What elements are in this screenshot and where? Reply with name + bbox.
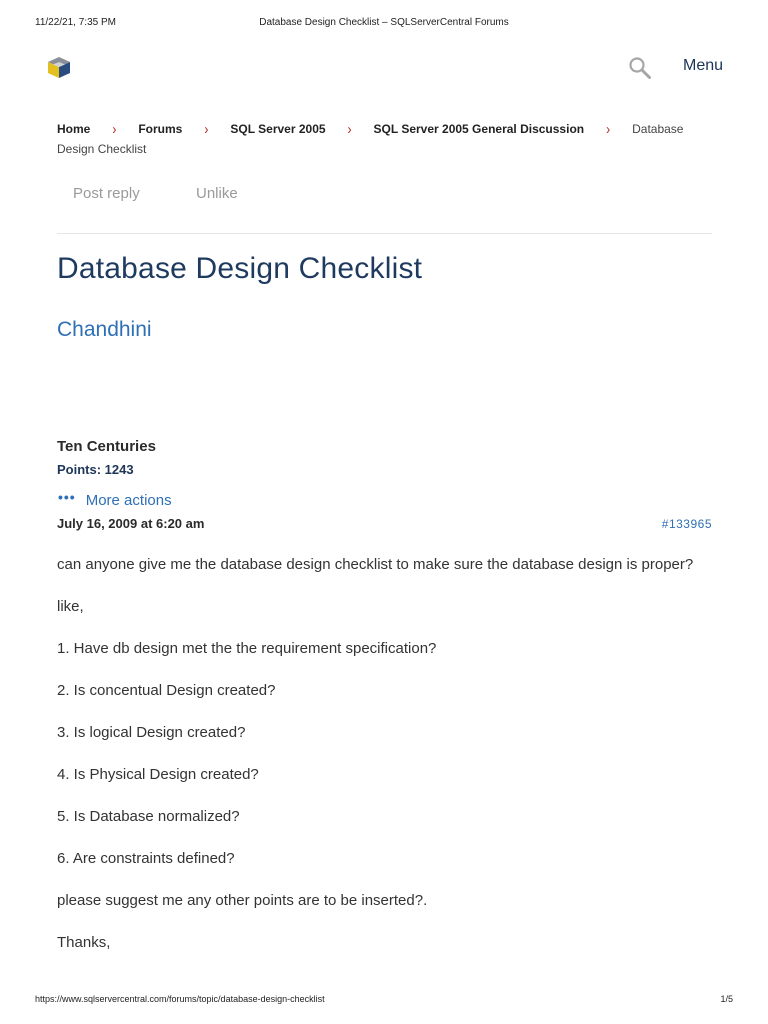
post-body bbox=[57, 555, 727, 975]
page-title: Database Design Checklist bbox=[57, 252, 423, 285]
print-datetime: 11/22/21, 7:35 PM bbox=[35, 17, 116, 28]
post-paragraph: 1. Have db design met the the requirement specification? bbox=[57, 640, 437, 657]
post-reply-button[interactable]: Post reply bbox=[73, 185, 140, 202]
divider bbox=[57, 233, 712, 234]
post-paragraph: like, bbox=[57, 598, 84, 615]
author-rank: Ten Centuries bbox=[57, 438, 156, 455]
post-permalink[interactable]: #133965 bbox=[661, 517, 712, 531]
print-footer bbox=[35, 994, 733, 1008]
post-paragraph: 3. Is logical Design created? bbox=[57, 724, 246, 741]
chevron-right-icon: › bbox=[112, 120, 117, 138]
more-actions-label: More actions bbox=[85, 492, 172, 509]
chevron-right-icon: › bbox=[204, 120, 209, 138]
print-document-title: Database Design Checklist – SQLServerCentral Forums bbox=[259, 17, 509, 28]
post-paragraph: 5. Is Database normalized? bbox=[57, 808, 240, 825]
post-timestamp: July 16, 2009 at 6:20 am bbox=[57, 516, 205, 531]
print-url: https://www.sqlservercentral.com/forums/topic/database-design-checklist bbox=[35, 994, 325, 1004]
more-dots-icon: ••• bbox=[58, 489, 76, 505]
post-paragraph: please suggest me any other points are to be inserted?. bbox=[57, 892, 428, 909]
post-paragraph: 6. Are constraints defined? bbox=[57, 850, 235, 867]
more-actions-button[interactable] bbox=[58, 489, 172, 509]
breadcrumb-general-discussion[interactable]: SQL Server 2005 General Discussion bbox=[373, 122, 585, 136]
breadcrumb-sql-server-2005[interactable]: SQL Server 2005 bbox=[230, 122, 326, 136]
post-paragraph: can anyone give me the database design checklist to make sure the database design is proper? bbox=[57, 556, 694, 573]
site-header bbox=[0, 50, 768, 84]
chevron-right-icon: › bbox=[347, 120, 352, 138]
menu-button[interactable]: Menu bbox=[683, 57, 724, 74]
post-paragraph: 2. Is concentual Design created? bbox=[57, 682, 276, 699]
chevron-right-icon: › bbox=[606, 120, 611, 138]
print-page-number: 1/5 bbox=[720, 994, 733, 1004]
breadcrumb-current: Database Design Checklist bbox=[57, 122, 684, 156]
print-header bbox=[35, 17, 733, 31]
search-icon[interactable] bbox=[628, 56, 652, 80]
post-paragraph: 4. Is Physical Design created? bbox=[57, 766, 259, 783]
unlike-button[interactable]: Unlike bbox=[196, 185, 238, 202]
sqlservercentral-logo-icon[interactable] bbox=[45, 54, 73, 80]
author-name[interactable]: Chandhini bbox=[57, 318, 152, 341]
breadcrumb bbox=[57, 119, 717, 159]
post-paragraph: Thanks, bbox=[57, 934, 111, 951]
breadcrumb-forums[interactable]: Forums bbox=[138, 122, 183, 136]
author-points: Points: 1243 bbox=[57, 462, 134, 477]
breadcrumb-home[interactable]: Home bbox=[57, 122, 91, 136]
